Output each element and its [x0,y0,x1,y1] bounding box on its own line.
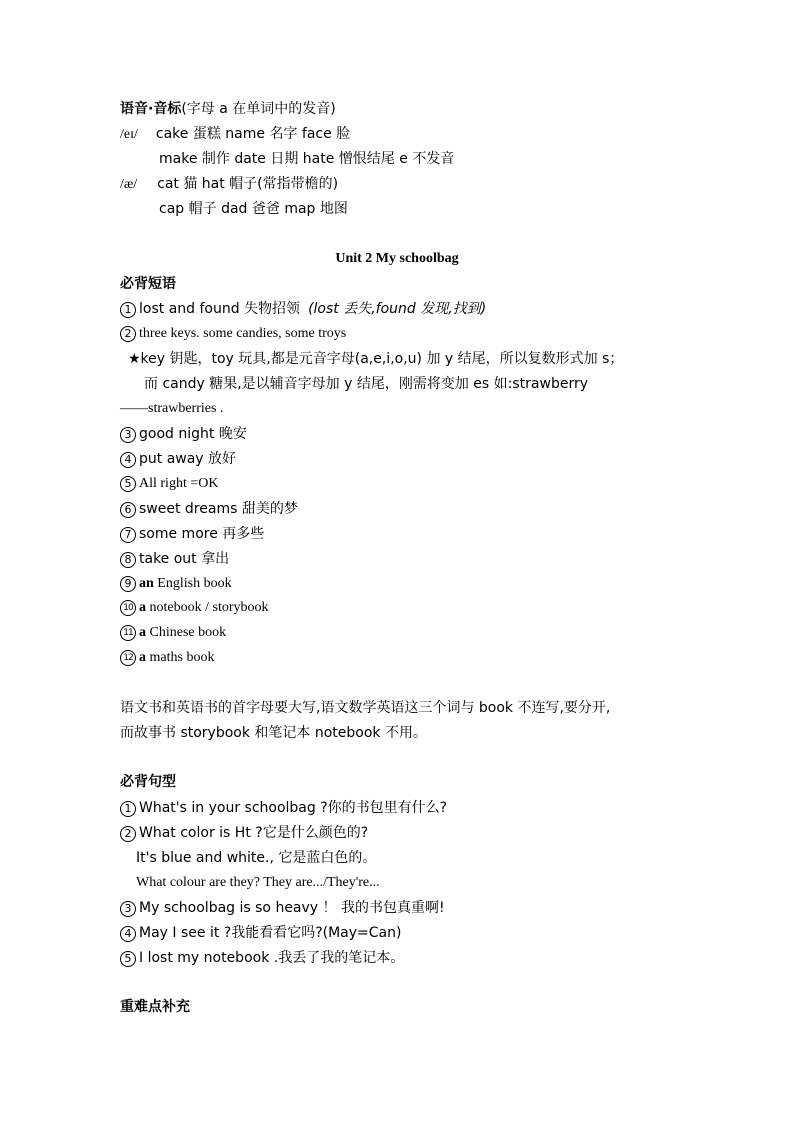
circled-number: 3 [120,427,136,443]
note-line-2 [120,723,427,745]
phrase-text: good night 晚安 [139,426,247,442]
article: a [139,600,146,615]
phonics-ae-line-2 [159,199,348,221]
phrase-item-6 [120,499,298,521]
phrase-note: (lost 丢失,found 发现,找到) [308,301,487,317]
sentence-text: May I see it ?我能看看它吗?(May=Can) [139,925,402,941]
ei-words-2: make 制作 date 日期 hate 憎恨结尾 e 不发音 [159,151,455,167]
phrase-text: notebook / storybook [146,600,269,615]
phrase-text: take out 拿出 [139,551,230,567]
phrase-text: sweet dreams 甜美的梦 [139,501,298,517]
phrase-text: maths book [146,650,215,665]
circled-number: 6 [120,502,136,518]
circled-number: 2 [120,326,136,342]
sentence-text: What color is Ht ?它是什么颜色的? [139,825,369,841]
ei-symbol: /eɪ/ [120,127,138,142]
phonics-ae-line [120,174,338,196]
phrases-heading: 必背短语 [120,276,176,292]
note-text-1: 语文书和英语书的首字母要大写,语文数学英语这三个词与 book 不连写,要分开, [120,700,611,716]
circled-number: 2 [120,826,136,842]
answer-text: What colour are they? They are.../They're... [136,875,380,890]
ae-words-2: cap 帽子 dad 爸爸 map 地图 [159,201,348,217]
sentence-item-4 [120,923,401,945]
phonics-ei-line-2 [159,149,454,171]
sentence-item-2 [120,823,368,845]
phrase-text: put away 放好 [139,451,237,467]
article: a [139,650,146,665]
sentence-answer-2 [136,873,380,895]
circled-number: 1 [120,302,136,318]
phrase-item-1 [120,299,486,321]
sentence-answer-1 [136,848,376,870]
phrase-item-11 [120,623,226,645]
phonics-ei-line [120,124,350,146]
ei-words-1: cake 蛋糕 name 名字 face 脸 [155,126,351,142]
supplement-heading: 重难点补充 [120,999,190,1015]
phonics-heading-bold: 语音·音标 [120,101,182,117]
unit-title: Unit 2 My schoolbag [335,251,459,266]
phrase-text: some more 再多些 [139,526,265,542]
sentence-text: What's in your schoolbag ?你的书包里有什么? [139,800,448,816]
phrase-text: lost and found 失物招领 [139,301,301,317]
sentence-item-5 [120,948,404,970]
note-line-1 [120,698,610,720]
phonics-heading-rest: (字母 a 在单词中的发音) [181,101,336,117]
phrase-text: All right =OK [139,476,219,491]
candy-note-line [144,374,588,396]
phrase-text: three keys. some candies, some troys [139,326,347,341]
phrase-item-10 [120,598,269,620]
circled-number: 11 [120,625,136,641]
phrase-text: English book [153,576,232,591]
circled-number: 4 [120,452,136,468]
circled-number: 1 [120,801,136,817]
circled-number: 9 [120,576,136,592]
circled-number: 3 [120,901,136,917]
strawberries-note: ——strawberries . [120,401,224,416]
article: an [139,576,154,591]
circled-number: 5 [120,476,136,492]
sentence-item-3 [120,898,445,920]
sentences-heading: 必背句型 [120,774,176,790]
phrase-item-2 [120,324,346,346]
sentence-text: I lost my notebook .我丢了我的笔记本。 [139,950,405,966]
phrase-text: Chinese book [146,625,227,640]
star-note: ★key 钥匙，toy 玩具,都是元音字母(a,e,i,o,u) 加 y 结尾，所以复数形式加 s； [128,351,624,367]
ae-symbol: /æ/ [120,177,138,192]
ae-words-1: cat 猫 hat 帽子(常指带檐的) [157,176,339,192]
circled-number: 8 [120,552,136,568]
phonics-heading [120,99,336,121]
strawberries-line [120,399,223,421]
phrase-item-9 [120,574,232,596]
phrase-item-8 [120,549,229,571]
phrase-item-4 [120,449,236,471]
article: a [139,625,146,640]
sentence-text: My schoolbag is so heavy ！ 我的书包真重啊! [139,900,445,916]
phrase-item-7 [120,524,264,546]
circled-number: 5 [120,951,136,967]
circled-number: 7 [120,527,136,543]
candy-note: 而 candy 糖果,是以辅音字母加 y 结尾，刚需将变加 es 如:strawberry [144,376,588,392]
star-note-line [128,349,623,371]
note-text-2: 而故事书 storybook 和笔记本 notebook 不用。 [120,725,427,741]
circled-number: 12 [120,650,136,666]
sentence-item-1 [120,798,447,820]
answer-text: It's blue and white., 它是蓝白色的。 [136,850,377,866]
phrase-item-5 [120,474,218,496]
circled-number: 4 [120,926,136,942]
circled-number: 10 [120,600,136,616]
phrase-item-12 [120,648,214,670]
phrase-item-3 [120,424,247,446]
